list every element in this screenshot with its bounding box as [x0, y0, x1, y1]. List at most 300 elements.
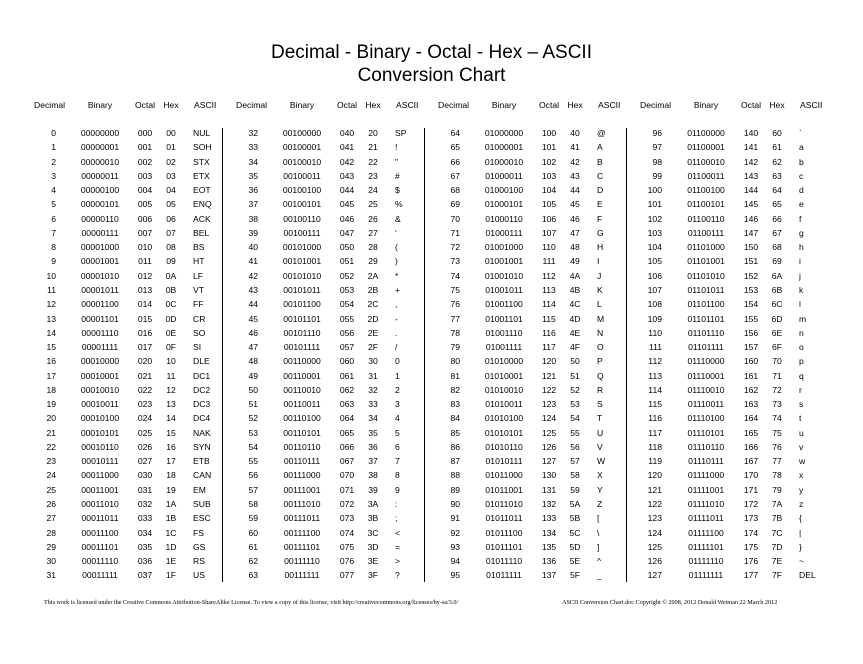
cell-ascii: EM — [193, 484, 206, 495]
cell-binary: 00101111 — [283, 342, 321, 353]
cell-ascii: ACK — [193, 213, 211, 224]
cell-ascii: < — [395, 527, 401, 538]
cell-hex: 53 — [570, 399, 580, 410]
cell-ascii: 2 — [395, 384, 400, 395]
cell-hex: 3E — [367, 556, 379, 567]
cell-octal: 030 — [137, 470, 153, 481]
cell-octal: 071 — [339, 484, 355, 495]
cell-decimal: 37 — [248, 199, 258, 210]
cell-binary: 01101100 — [687, 299, 725, 310]
cell-octal: 061 — [339, 370, 355, 381]
cell-hex: 15 — [166, 427, 176, 438]
cell-decimal: 117 — [648, 427, 662, 438]
cell-ascii: O — [597, 342, 604, 353]
cell-ascii: i — [799, 256, 801, 267]
cell-hex: 1C — [165, 527, 177, 538]
cell-octal: 107 — [541, 227, 557, 238]
cell-ascii: } — [799, 541, 802, 552]
cell-decimal: 125 — [647, 541, 662, 552]
cell-ascii: HT — [193, 256, 205, 267]
cell-ascii: X — [597, 470, 603, 481]
cell-binary: 01100101 — [687, 199, 725, 210]
cell-binary: 01010101 — [484, 427, 524, 438]
cell-hex: 54 — [570, 413, 580, 424]
cell-hex: 16 — [166, 441, 176, 452]
cell-octal: 067 — [339, 456, 355, 467]
cell-ascii: # — [395, 170, 400, 181]
cell-hex: 14 — [166, 413, 176, 424]
cell-ascii: W — [597, 456, 606, 467]
cell-hex: 2F — [367, 342, 379, 353]
cell-binary: 01101010 — [687, 270, 725, 281]
cell-ascii: SYN — [193, 441, 211, 452]
cell-decimal: 83 — [450, 399, 460, 410]
cell-ascii: US — [193, 570, 205, 581]
cell-ascii: STX — [193, 156, 210, 167]
cell-hex: 1A — [165, 499, 177, 510]
cell-binary: 00011001 — [81, 484, 119, 495]
cell-hex: 26 — [368, 213, 378, 224]
cell-ascii: % — [395, 199, 403, 210]
cell-ascii: SO — [193, 327, 206, 338]
cell-hex: 28 — [368, 242, 378, 253]
cell-binary: 00111110 — [284, 556, 320, 567]
cell-ascii: [ — [597, 513, 600, 524]
cell-binary: 00011111 — [82, 570, 118, 581]
cell-decimal: 122 — [647, 499, 662, 510]
cell-octal: 170 — [743, 470, 759, 481]
cell-decimal: 102 — [647, 213, 662, 224]
cell-binary: 01110001 — [687, 370, 725, 381]
cell-octal: 122 — [541, 384, 557, 395]
cell-hex: 1B — [165, 513, 177, 524]
cell-decimal: 27 — [46, 513, 56, 524]
cell-ascii: 5 — [395, 427, 400, 438]
cell-ascii: VT — [193, 284, 204, 295]
cell-binary: 01010010 — [484, 384, 524, 395]
cell-ascii: ` — [799, 128, 802, 138]
cell-hex: 78 — [772, 470, 782, 481]
cell-octal: 156 — [743, 327, 759, 338]
cell-octal: 046 — [339, 213, 355, 224]
cell-octal: 055 — [339, 313, 355, 324]
cell-ascii: ETX — [193, 170, 210, 181]
cell-decimal: 79 — [450, 342, 460, 353]
cell-hex: 37 — [368, 456, 378, 467]
cell-binary: 00000101 — [80, 199, 120, 210]
cell-octal: 016 — [137, 327, 153, 338]
cell-hex: 6E — [771, 327, 783, 338]
cell-hex: 5D — [569, 541, 581, 552]
cell-octal: 155 — [743, 313, 759, 324]
cell-ascii: DEL — [799, 570, 816, 581]
cell-octal: 042 — [339, 156, 355, 167]
cell-binary: 01101111 — [688, 342, 724, 353]
cell-ascii: s — [799, 399, 804, 410]
cell-hex: 70 — [772, 356, 782, 367]
cell-decimal: 104 — [647, 242, 662, 253]
cell-hex: 31 — [368, 370, 378, 381]
cell-ascii: BS — [193, 242, 205, 253]
cell-ascii: FS — [193, 527, 204, 538]
cell-hex: 01 — [166, 142, 176, 153]
cell-decimal: 54 — [248, 441, 258, 452]
cell-decimal: 34 — [248, 156, 258, 167]
cell-decimal: 13 — [46, 313, 56, 324]
cell-binary: 00010011 — [81, 399, 119, 410]
cell-ascii: ) — [395, 256, 398, 267]
cell-decimal: 87 — [450, 456, 460, 467]
cell-decimal: 51 — [248, 399, 258, 410]
cell-ascii: n — [799, 327, 804, 338]
cell-hex: 7C — [771, 527, 783, 538]
cell-decimal: 72 — [450, 242, 460, 253]
cell-binary: 00000111 — [81, 227, 119, 238]
cell-decimal: 73 — [450, 256, 460, 267]
cell-octal: 026 — [137, 441, 153, 452]
cell-decimal: 33 — [248, 142, 258, 153]
cell-binary: 01000011 — [485, 170, 523, 181]
cell-decimal: 19 — [46, 399, 56, 410]
cell-ascii: SP — [395, 128, 407, 138]
cell-decimal: 3 — [51, 170, 56, 181]
cell-binary: 00001010 — [80, 270, 120, 281]
cell-decimal: 101 — [647, 199, 662, 210]
cell-ascii: = — [395, 541, 401, 552]
cell-ascii: BEL — [193, 227, 210, 238]
title-line-1: Decimal - Binary - Octal - Hex – ASCII — [271, 42, 592, 63]
cell-octal: 106 — [541, 213, 557, 224]
cell-ascii: ENQ — [193, 199, 212, 210]
cell-ascii: z — [799, 499, 804, 510]
cell-hex: 25 — [368, 199, 378, 210]
cell-decimal: 114 — [648, 384, 662, 395]
cell-ascii: m — [799, 313, 807, 324]
cell-hex: 50 — [570, 356, 580, 367]
cell-octal: 173 — [743, 513, 759, 524]
header-binary: Binary — [693, 100, 719, 110]
cell-binary: 01001111 — [485, 342, 523, 353]
cell-decimal: 35 — [248, 170, 258, 181]
header-ascii: ASCII — [194, 100, 217, 110]
cell-binary: 00001011 — [81, 284, 119, 295]
cell-ascii: DC3 — [193, 399, 211, 410]
cell-octal: 137 — [541, 570, 557, 581]
cell-decimal: 96 — [652, 128, 662, 138]
cell-octal: 133 — [541, 513, 557, 524]
cell-hex: 6C — [771, 299, 783, 310]
cell-decimal: 88 — [450, 470, 460, 481]
section-divider — [222, 128, 223, 582]
cell-octal: 152 — [743, 270, 759, 281]
cell-octal: 014 — [137, 299, 153, 310]
cell-decimal: 6 — [51, 213, 56, 224]
cell-decimal: 5 — [51, 199, 56, 210]
cell-binary: 01111111 — [688, 570, 724, 581]
cell-decimal: 127 — [647, 570, 662, 581]
cell-ascii: DC2 — [193, 384, 211, 395]
cell-binary: 01100001 — [687, 142, 725, 153]
cell-octal: 013 — [137, 284, 153, 295]
cell-ascii: B — [597, 156, 603, 167]
cell-octal: 153 — [743, 284, 759, 295]
cell-octal: 123 — [541, 399, 557, 410]
header-decimal: Decimal — [236, 100, 268, 110]
cell-decimal: 30 — [46, 556, 56, 567]
cell-octal: 017 — [137, 342, 153, 353]
cell-ascii: o — [799, 342, 804, 353]
cell-hex: 12 — [166, 384, 176, 395]
cell-ascii: J — [597, 270, 602, 281]
cell-decimal: 69 — [450, 199, 460, 210]
cell-hex: 1E — [165, 556, 177, 567]
cell-hex: 66 — [772, 213, 782, 224]
license-note: This work is licensed under the Creative Commons Attribution-ShareAlike License. To view a copy of this license, visit http://creativecommons.org/licenses/by-sa/3.0/ — [44, 599, 459, 606]
cell-binary: 00110011 — [283, 399, 321, 410]
cell-octal: 134 — [541, 527, 557, 538]
cell-hex: 76 — [772, 441, 782, 452]
cell-hex: 43 — [570, 170, 580, 181]
cell-binary: 00100001 — [282, 142, 322, 153]
cell-hex: 0D — [165, 313, 177, 324]
cell-octal: 111 — [542, 256, 556, 267]
header-hex: Hex — [769, 100, 785, 110]
section-divider — [424, 128, 425, 582]
cell-ascii: . — [395, 327, 398, 338]
cell-octal: 066 — [339, 441, 355, 452]
cell-ascii: 1 — [395, 370, 400, 381]
cell-decimal: 108 — [647, 299, 662, 310]
cell-ascii: D — [597, 185, 604, 196]
cell-decimal: 50 — [248, 384, 258, 395]
cell-decimal: 115 — [648, 399, 662, 410]
cell-decimal: 76 — [450, 299, 460, 310]
cell-ascii: K — [597, 284, 603, 295]
cell-hex: 73 — [772, 399, 782, 410]
cell-binary: 01111001 — [687, 484, 725, 495]
cell-octal: 065 — [339, 427, 355, 438]
cell-ascii: - — [395, 313, 398, 324]
cell-hex: 4C — [569, 299, 581, 310]
cell-hex: 75 — [772, 427, 782, 438]
cell-binary: 00001000 — [80, 242, 120, 253]
cell-binary: 00000010 — [80, 156, 120, 167]
cell-octal: 166 — [743, 441, 759, 452]
cell-decimal: 97 — [652, 142, 662, 153]
cell-ascii: " — [395, 156, 399, 167]
cell-octal: 057 — [339, 342, 355, 353]
cell-ascii: c — [799, 170, 804, 181]
header-octal: Octal — [336, 100, 358, 110]
cell-hex: 48 — [570, 242, 580, 253]
cell-binary: 01011100 — [485, 527, 523, 538]
cell-binary: 00101010 — [282, 270, 322, 281]
cell-binary: 00100101 — [282, 199, 322, 210]
cell-octal: 147 — [743, 227, 759, 238]
cell-hex: 2D — [367, 313, 379, 324]
section-divider — [626, 128, 627, 582]
cell-binary: 01010000 — [484, 356, 524, 367]
cell-decimal: 21 — [46, 427, 56, 438]
cell-decimal: 120 — [647, 470, 662, 481]
cell-decimal: 85 — [450, 427, 460, 438]
cell-binary: 00000110 — [81, 213, 119, 224]
cell-hex: 3A — [367, 499, 379, 510]
cell-hex: 67 — [772, 227, 782, 238]
cell-octal: 045 — [339, 199, 355, 210]
cell-binary: 00110110 — [283, 441, 321, 452]
cell-hex: 2B — [367, 284, 379, 295]
cell-binary: 00001001 — [80, 256, 120, 267]
cell-hex: 65 — [772, 199, 782, 210]
cell-decimal: 43 — [248, 284, 258, 295]
cell-binary: 01110011 — [687, 399, 725, 410]
cell-decimal: 23 — [46, 456, 56, 467]
cell-ascii: ETB — [193, 456, 210, 467]
cell-octal: 005 — [137, 199, 153, 210]
cell-decimal: 41 — [248, 256, 258, 267]
cell-binary: 01010011 — [485, 399, 523, 410]
cell-octal: 077 — [339, 570, 355, 581]
cell-octal: 136 — [541, 556, 557, 567]
cell-ascii: g — [799, 227, 804, 238]
cell-binary: 00000000 — [80, 128, 120, 138]
cell-binary: 01101001 — [687, 256, 725, 267]
cell-ascii: + — [395, 284, 401, 295]
cell-octal: 143 — [743, 170, 759, 181]
cell-binary: 00111000 — [283, 470, 321, 481]
cell-hex: 52 — [570, 384, 580, 395]
cell-binary: 00000011 — [81, 170, 119, 181]
cell-ascii: U — [597, 427, 604, 438]
cell-ascii: C — [597, 170, 604, 181]
cell-decimal: 80 — [450, 356, 460, 367]
cell-ascii: $ — [395, 185, 400, 196]
cell-decimal: 10 — [46, 270, 56, 281]
cell-hex: 27 — [368, 227, 378, 238]
cell-binary: 00110000 — [283, 356, 321, 367]
cell-decimal: 89 — [450, 484, 460, 495]
cell-octal: 176 — [743, 556, 759, 567]
cell-binary: 01010111 — [485, 456, 523, 467]
cell-binary: 00011010 — [81, 499, 119, 510]
cell-octal: 154 — [743, 299, 759, 310]
cell-ascii: T — [597, 413, 603, 424]
cell-ascii: NAK — [193, 427, 211, 438]
cell-ascii: I — [597, 256, 600, 267]
cell-binary: 00011110 — [81, 556, 119, 567]
cell-decimal: 112 — [648, 356, 662, 367]
cell-binary: 00100100 — [282, 185, 322, 196]
cell-hex: 5E — [569, 556, 581, 567]
cell-hex: 6F — [771, 342, 783, 353]
cell-decimal: 90 — [450, 499, 460, 510]
cell-decimal: 77 — [450, 313, 460, 324]
cell-ascii: Z — [597, 499, 603, 510]
cell-hex: 10 — [166, 356, 176, 367]
cell-decimal: 74 — [450, 270, 460, 281]
cell-binary: 01001110 — [485, 327, 523, 338]
cell-decimal: 124 — [647, 527, 662, 538]
cell-hex: 35 — [368, 427, 378, 438]
cell-octal: 072 — [339, 499, 355, 510]
cell-hex: 06 — [166, 213, 176, 224]
cell-hex: 5B — [569, 513, 581, 524]
cell-ascii: b — [799, 156, 804, 167]
cell-decimal: 121 — [647, 484, 662, 495]
cell-ascii: GS — [193, 541, 206, 552]
cell-binary: 01111011 — [688, 513, 724, 524]
cell-decimal: 65 — [450, 142, 460, 153]
cell-octal: 062 — [339, 384, 355, 395]
cell-hex: 1F — [165, 570, 177, 581]
cell-decimal: 126 — [647, 556, 662, 567]
cell-binary: 01111101 — [688, 541, 724, 552]
cell-octal: 001 — [137, 142, 153, 153]
cell-octal: 103 — [541, 170, 557, 181]
cell-octal: 140 — [743, 128, 759, 138]
cell-hex: 5A — [569, 499, 581, 510]
cell-hex: 44 — [570, 185, 580, 196]
header-binary: Binary — [289, 100, 315, 110]
cell-binary: 01011010 — [485, 499, 523, 510]
cell-decimal: 118 — [648, 441, 662, 452]
cell-binary: 01111100 — [688, 527, 724, 538]
cell-ascii: ] — [597, 541, 600, 552]
cell-decimal: 47 — [248, 342, 258, 353]
cell-decimal: 63 — [248, 570, 258, 581]
cell-decimal: 67 — [450, 170, 460, 181]
cell-binary: 00100011 — [283, 170, 321, 181]
cell-binary: 01110110 — [687, 441, 725, 452]
cell-decimal: 98 — [652, 156, 662, 167]
cell-octal: 141 — [743, 142, 759, 153]
cell-binary: 00111010 — [283, 499, 321, 510]
cell-hex: 09 — [166, 256, 176, 267]
cell-binary: 01000001 — [484, 142, 524, 153]
cell-octal: 174 — [743, 527, 759, 538]
cell-hex: 77 — [772, 456, 782, 467]
cell-hex: 05 — [166, 199, 176, 210]
cell-hex: 60 — [772, 128, 782, 138]
cell-decimal: 75 — [450, 284, 460, 295]
cell-decimal: 62 — [248, 556, 258, 567]
cell-hex: 3D — [367, 541, 379, 552]
cell-hex: 6B — [771, 284, 783, 295]
cell-ascii: NUL — [193, 128, 211, 138]
cell-hex: 64 — [772, 185, 782, 196]
cell-hex: 19 — [166, 484, 176, 495]
cell-ascii: @ — [597, 128, 606, 138]
cell-decimal: 105 — [647, 256, 662, 267]
cell-hex: 72 — [772, 384, 782, 395]
cell-hex: 20 — [368, 128, 378, 138]
cell-decimal: 36 — [248, 185, 258, 196]
cell-hex: 74 — [772, 413, 782, 424]
header-ascii: ASCII — [800, 100, 823, 110]
cell-decimal: 45 — [248, 313, 258, 324]
cell-binary: 01101101 — [687, 313, 725, 324]
cell-ascii: k — [799, 284, 804, 295]
cell-octal: 033 — [137, 513, 153, 524]
cell-hex: 0A — [165, 270, 177, 281]
cell-decimal: 48 — [248, 356, 258, 367]
cell-binary: 00011000 — [81, 470, 119, 481]
cell-decimal: 40 — [248, 242, 258, 253]
cell-hex: 7B — [771, 513, 783, 524]
cell-decimal: 2 — [51, 156, 56, 167]
cell-octal: 050 — [339, 242, 355, 253]
